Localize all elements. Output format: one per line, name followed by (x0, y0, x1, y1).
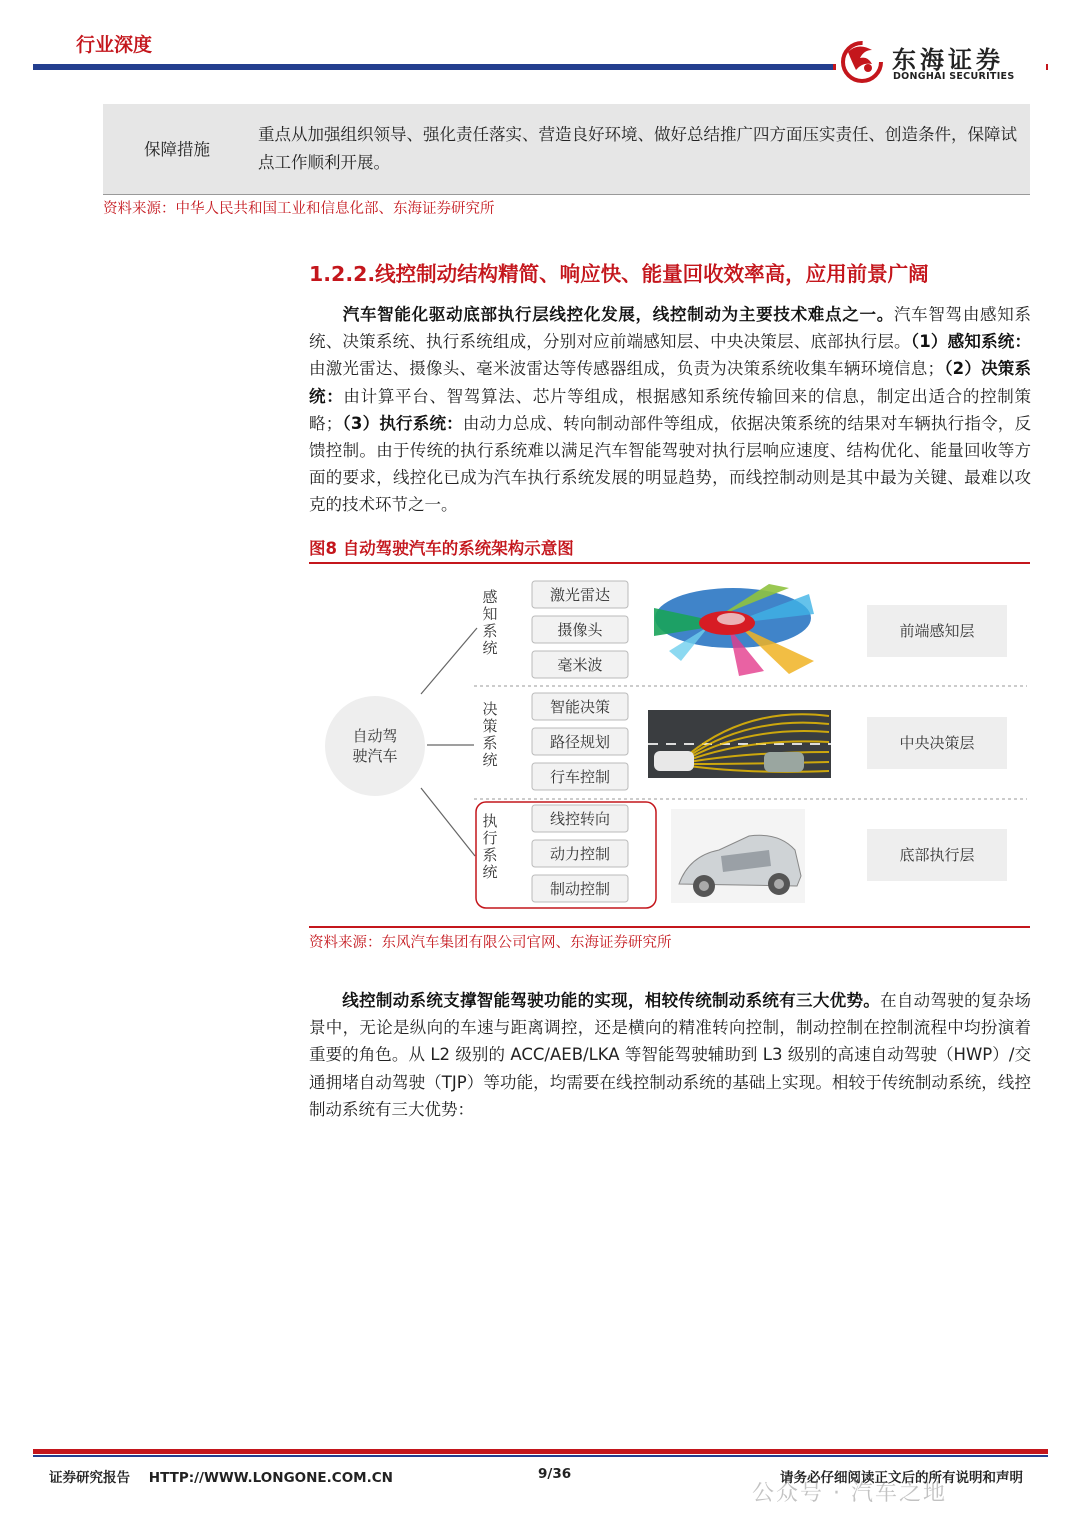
footer-rule-blue (33, 1455, 1048, 1457)
execution-text: 由动力总成、转向制动部件等组成，依据决策系统的结果对车辆执行指令，反馈控制。由于传统的执行系统难以满足汽车智能驾驶对执行层响应速度、结构优化、能量回收等方面的要求，线控化已成为汽车执行系统发展的明显趋势，而线控制动则是其中最为关键、最难以攻克的技术环节之一。 (309, 413, 1032, 515)
header-rule-blue (33, 64, 833, 70)
perception-text: 由激光雷达、摄像头、毫米波雷达等传感器组成，负责为决策系统收集车辆环境信息； (309, 359, 944, 379)
keyword-perception: 感知系统： (947, 332, 1032, 352)
report-type-tag: 行业深度 (76, 34, 153, 56)
center-node (325, 696, 425, 796)
footer-report-url: 证券研究报告 HTTP://WWW.LONGONE.COM.CN (49, 1470, 393, 1486)
footer-page-number: 9/36 (538, 1466, 572, 1482)
paragraph-1-intro: 汽车智驾由感知系统、决策系统、执行系统组成，分别对应前端感知层、中央决策层、底部执行层。 (309, 305, 1032, 352)
group-label-decision-char: 统 (482, 751, 498, 769)
num-3: （3） (342, 413, 380, 433)
group-label-decision-char: 策 (482, 717, 498, 735)
body-paragraph-1 (309, 301, 1031, 519)
figure-source-note: 资料来源：东风汽车集团有限公司官网、东海证券研究所 (309, 935, 672, 951)
item-label-execution: 制动控制 (549, 880, 611, 898)
center-node-line-2: 驶汽车 (352, 747, 398, 765)
execution-chassis-illustration (671, 809, 805, 903)
body-paragraph-2 (309, 987, 1031, 1123)
table-row-content: 重点从加强组织领导、强化责任落实、营造良好环境、做好总结推广四方面压实责任、创造条件，保障试点工作顺利开展。 (258, 125, 1017, 172)
item-label-decision: 路径规划 (549, 733, 611, 751)
connector-perception (421, 628, 477, 694)
num-1: （1） (910, 332, 948, 352)
center-node-line-1: 自动驾 (352, 727, 398, 745)
paragraph-2-lead: 线控制动系统支撑智能驾驶功能的实现，相较传统制动系统有三大优势。 (342, 991, 881, 1010)
logo-chinese-name: 东海证券 (892, 46, 1004, 74)
layer-label-execution: 底部执行层 (899, 846, 975, 864)
footer-disclaimer: 请务必仔细阅读正文后的所有说明和声明 (780, 1470, 1023, 1486)
group-label-execution-char: 系 (482, 846, 498, 864)
perception-sensor-illustration (654, 584, 814, 676)
item-label-perception: 摄像头 (557, 621, 603, 639)
item-boxes (532, 581, 628, 902)
item-label-decision: 行车控制 (549, 768, 611, 786)
group-label-execution-char: 执 (482, 812, 498, 830)
group-label-execution-char: 行 (482, 829, 498, 847)
item-label-execution: 线控转向 (549, 810, 611, 828)
section-heading: 1.2.2.线控制动结构精简、响应快、能量回收效率高，应用前景广阔 (309, 262, 929, 286)
paragraph-2-text: 在自动驾驶的复杂场景中，无论是纵向的车速与距离调控，还是横向的精准转向控制，制动控制在控制流程中均扮演着重要的角色。从 L2 级别的 ACC/AEB/LKA 等智能驾驶辅助到 L3 级别的高速自动驾驶（HWP）/交通拥堵自动驾驶（TJP）等功能，均需要在线控制动系统的基础上实现。相较于传统制动系统，线控制动系统有三大优势： (309, 991, 1032, 1119)
group-label-decision-char: 决 (482, 700, 498, 718)
group-label-perception-char: 统 (482, 639, 498, 657)
figure-title: 图8 自动驾驶汽车的系统架构示意图 (309, 539, 574, 558)
group-labels (482, 588, 497, 881)
connector-execution (421, 788, 475, 856)
group-label-perception-char: 知 (482, 605, 498, 623)
item-label-perception: 毫米波 (557, 656, 603, 674)
group-label-perception-char: 感 (482, 588, 498, 606)
decision-path-illustration (648, 710, 831, 778)
item-label-execution: 动力控制 (549, 845, 611, 863)
group-label-decision-char: 系 (482, 734, 498, 752)
layer-boxes (867, 605, 1007, 881)
item-label-perception: 激光雷达 (549, 586, 611, 604)
figure-rule-bottom (309, 926, 1030, 928)
paragraph-1-lead: 汽车智能化驱动底部执行层线控化发展，线控制动为主要技术难点之一。 (342, 305, 894, 324)
table-row-label: 保障措施 (144, 140, 210, 159)
footer-rule-red (33, 1449, 1048, 1454)
layer-label-decision: 中央决策层 (899, 734, 975, 752)
dragon-logo-icon (838, 38, 886, 86)
architecture-diagram (309, 566, 1030, 924)
decision-text: 由计算平台、智驾算法、芯片等组成，根据感知系统传输回来的信息，制定出适合的控制策略； (309, 386, 1032, 433)
layer-label-perception: 前端感知层 (899, 622, 975, 640)
figure-rule-top (309, 562, 1030, 564)
watermark-text: 公众号 · 汽车之地 (752, 1481, 947, 1506)
keyword-execution: 执行系统： (379, 413, 463, 433)
table-source-note: 资料来源：中华人民共和国工业和信息化部、东海证券研究所 (103, 201, 495, 217)
group-label-execution-char: 统 (482, 863, 498, 881)
group-label-perception-char: 系 (482, 622, 498, 640)
logo-english-name: DONGHAI SECURITIES (893, 71, 1015, 82)
num-2: （2） (943, 359, 982, 379)
item-label-decision: 智能决策 (549, 698, 611, 716)
keyword-decision: 决策系统： (309, 359, 1032, 406)
